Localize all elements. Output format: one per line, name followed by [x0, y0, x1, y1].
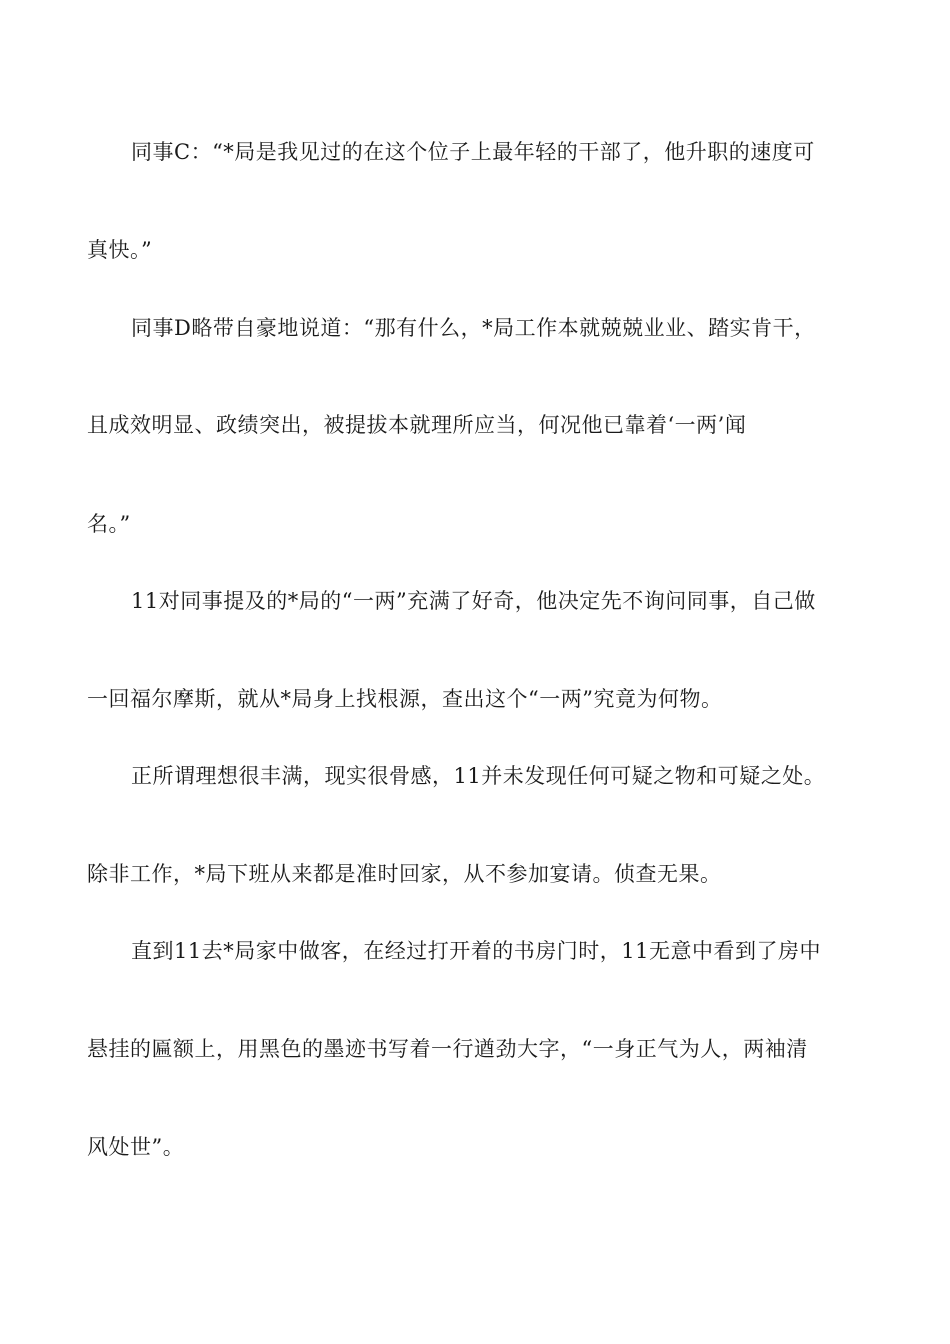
paragraph-line: 同事C：“*局是我见过的在这个位子上最年轻的干部了，他升职的速度可 — [131, 140, 815, 164]
paragraph-line: 悬挂的匾额上，用黑色的墨迹书写着一行遒劲大字，“一身正气为人，两袖清 — [87, 1037, 808, 1061]
paragraph-line: 直到11去*局家中做客，在经过打开着的书房门时，11无意中看到了房中 — [131, 939, 821, 963]
paragraph-line: 且成效明显、政绩突出，被提拔本就理所应当，何况他已靠着‘一两’闻 — [87, 413, 747, 437]
paragraph-line: 真快。” — [87, 238, 153, 262]
paragraph-line: 11对同事提及的*局的“一两”充满了好奇，他决定先不询问同事，自己做 — [131, 589, 816, 613]
paragraph-line: 一回福尔摩斯，就从*局身上找根源，查出这个“一两”究竟为何物。 — [87, 687, 723, 711]
paragraph-line: 除非工作，*局下班从来都是准时回家，从不参加宴请。侦查无果。 — [87, 862, 722, 886]
paragraph-line: 同事D略带自豪地说道：“那有什么，*局工作本就兢兢业业、踏实肯干， — [131, 316, 816, 340]
paragraph-line: 名。” — [87, 512, 131, 536]
paragraph-line: 正所谓理想很丰满，现实很骨感，11并未发现任何可疑之物和可疑之处。 — [131, 764, 826, 788]
paragraph-line: 风处世”。 — [87, 1135, 185, 1159]
